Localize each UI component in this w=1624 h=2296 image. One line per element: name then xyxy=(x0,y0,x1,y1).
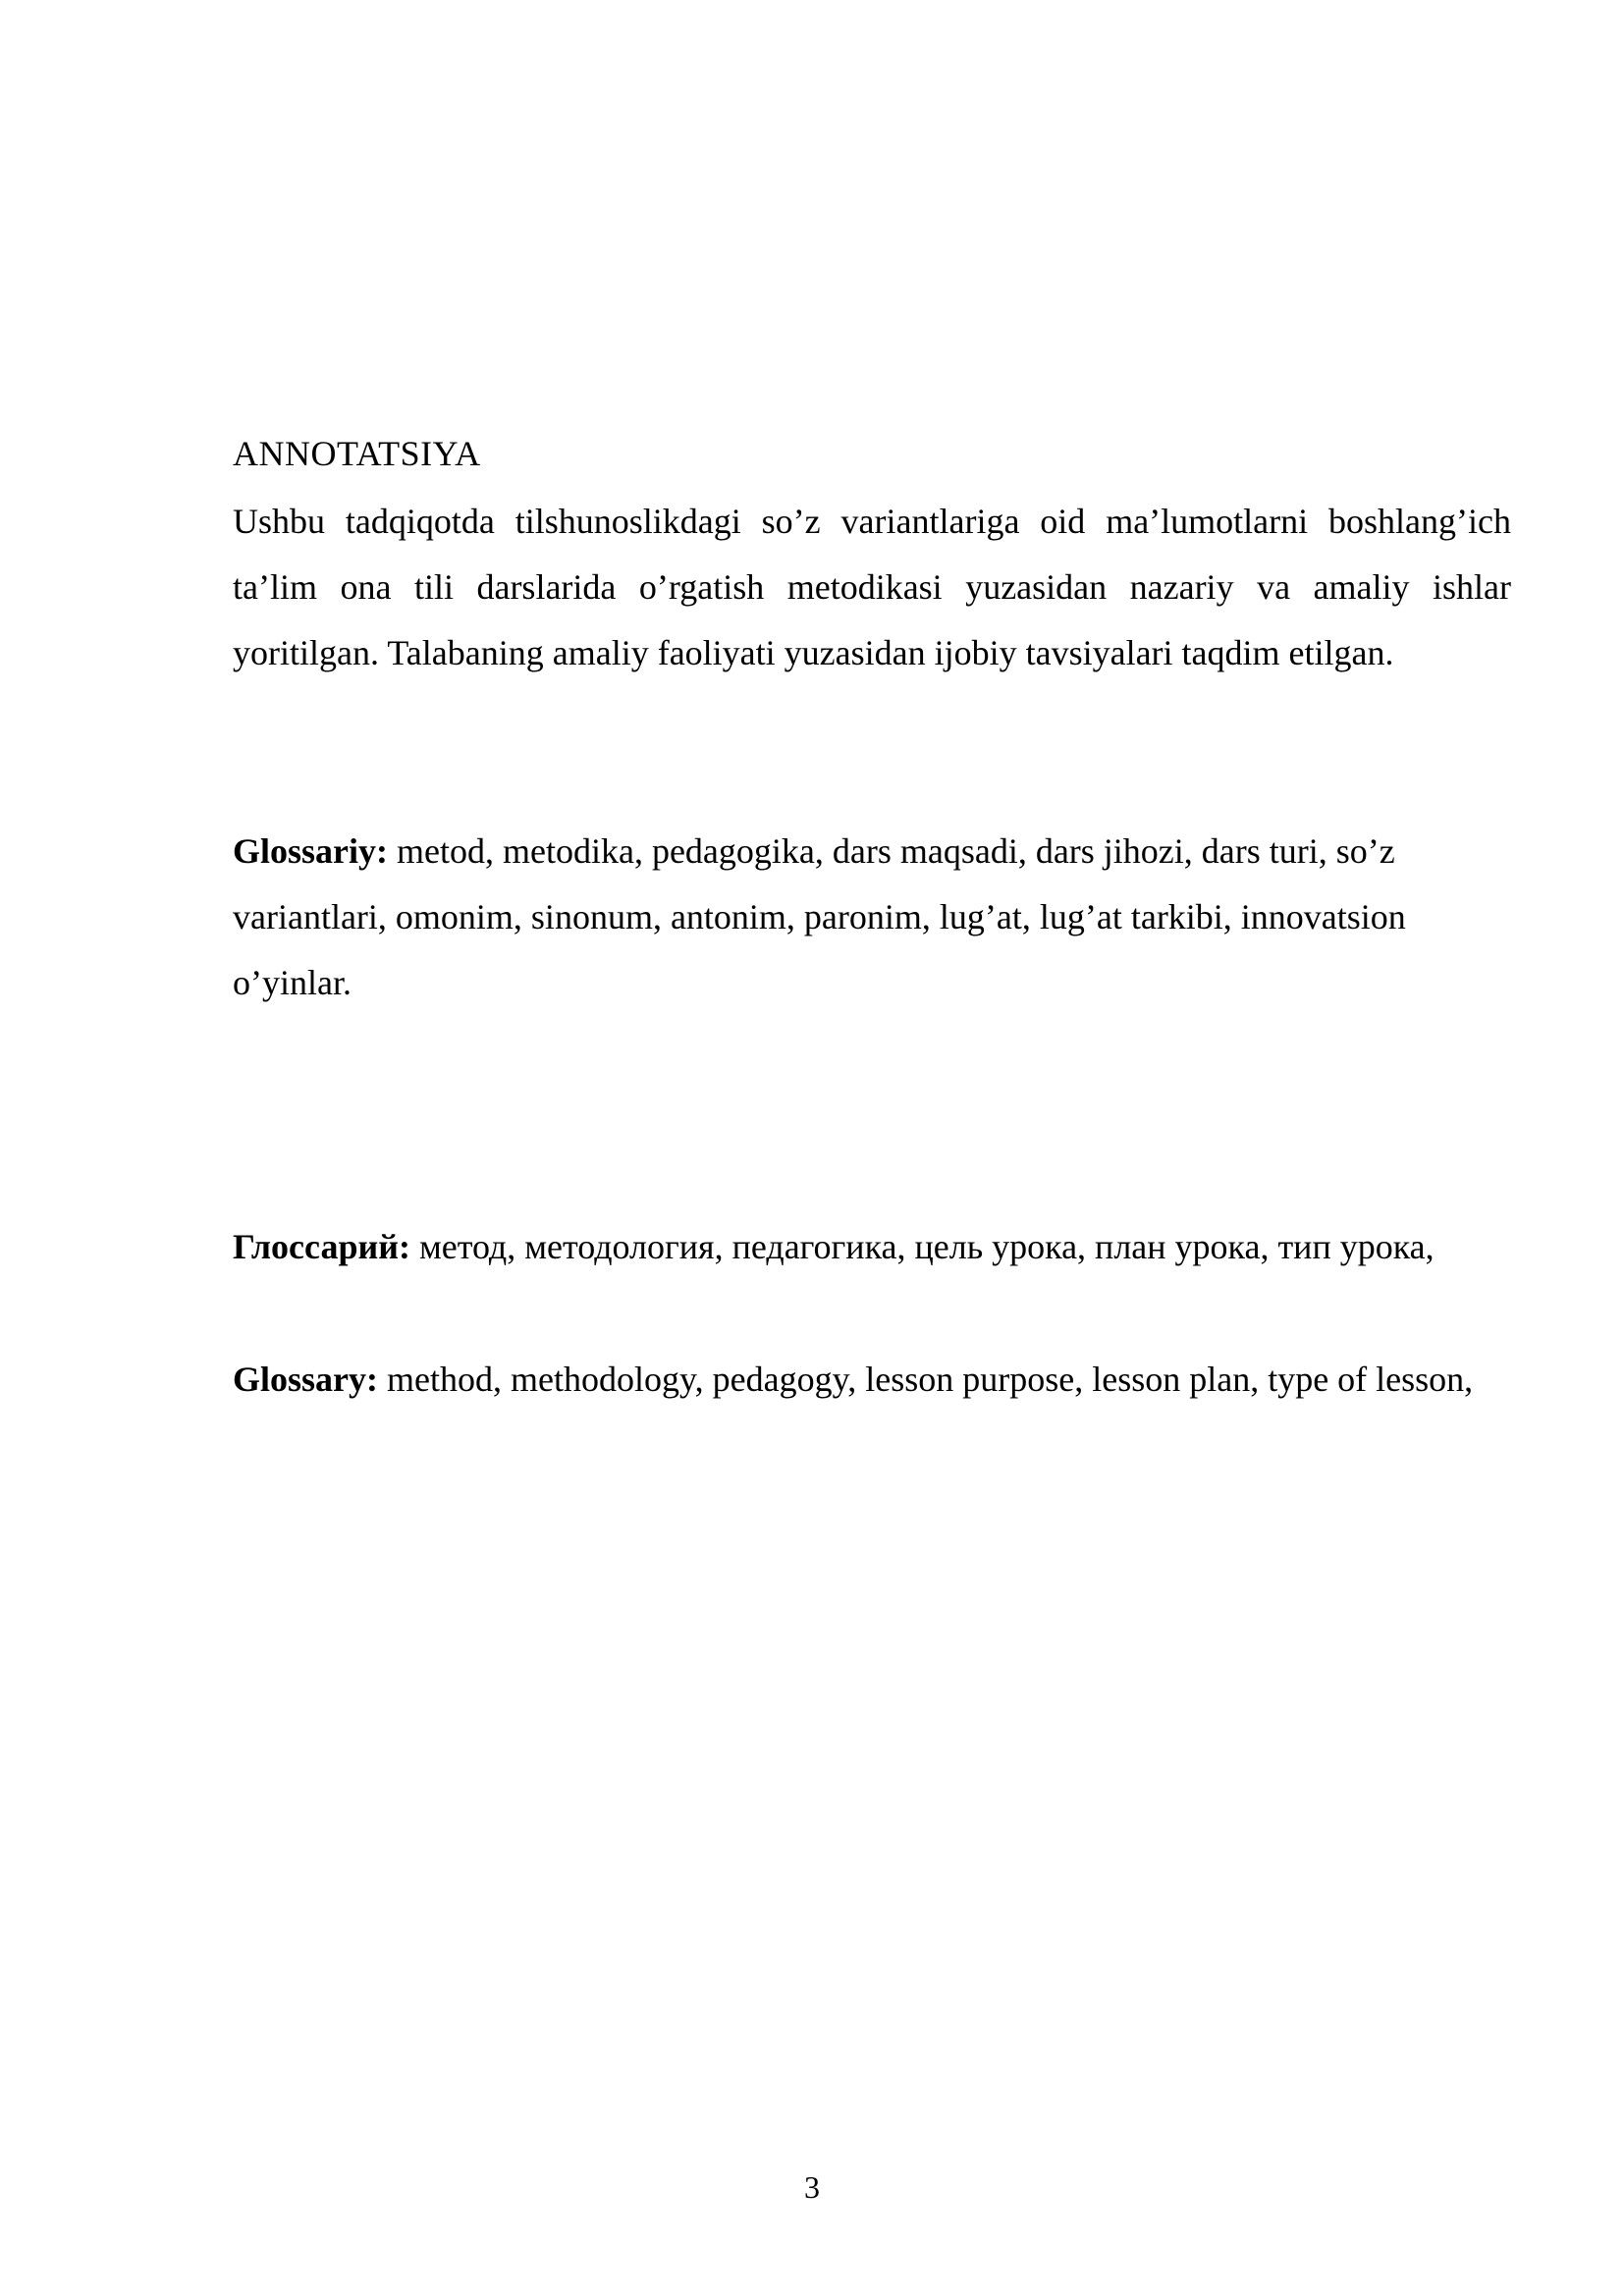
glossary-uzbek-text: metod, metodika, pedagogika, dars maqsadi, dars jihozi, dars turi, so’z variantlari, omonim, sinonum, antonim, paronim, lug’at, lug’at tarkibi, innovatsion o’yinlar. xyxy=(233,831,1406,1002)
glossary-english-text: method, methodology, pedagogy, lesson purpose, lesson plan, type of lesson, xyxy=(378,1360,1474,1399)
glossary-english xyxy=(233,1347,1511,1413)
page-number: 3 xyxy=(804,2169,820,2205)
glossary-russian xyxy=(233,1214,1511,1280)
glossary-english-label: Glossary: xyxy=(233,1360,378,1399)
annotation-paragraph: Ushbu tadqiqotda tilshunoslikdagi so’z variantlariga oid ma’lumotlarni boshlang’ich ta’lim ona tili darslarida o’rgatish metodikasi yuzasidan nazariy va amaliy ishlar yoritilgan. Talabaning amaliy faoliyati yuzasidan ijobiy tavsiyalari taqdim etilgan. xyxy=(233,502,1511,672)
annotation-heading: ANNOTATSIYA xyxy=(233,434,481,473)
glossary-uzbek-label: Glossariy: xyxy=(233,831,388,871)
glossary-russian-label: Глоссарий: xyxy=(233,1227,410,1266)
glossary-russian-text: метод, методология, педагогика, цель урока, план урока, тип урока, xyxy=(409,1227,1435,1266)
glossary-uzbek xyxy=(233,819,1511,1016)
